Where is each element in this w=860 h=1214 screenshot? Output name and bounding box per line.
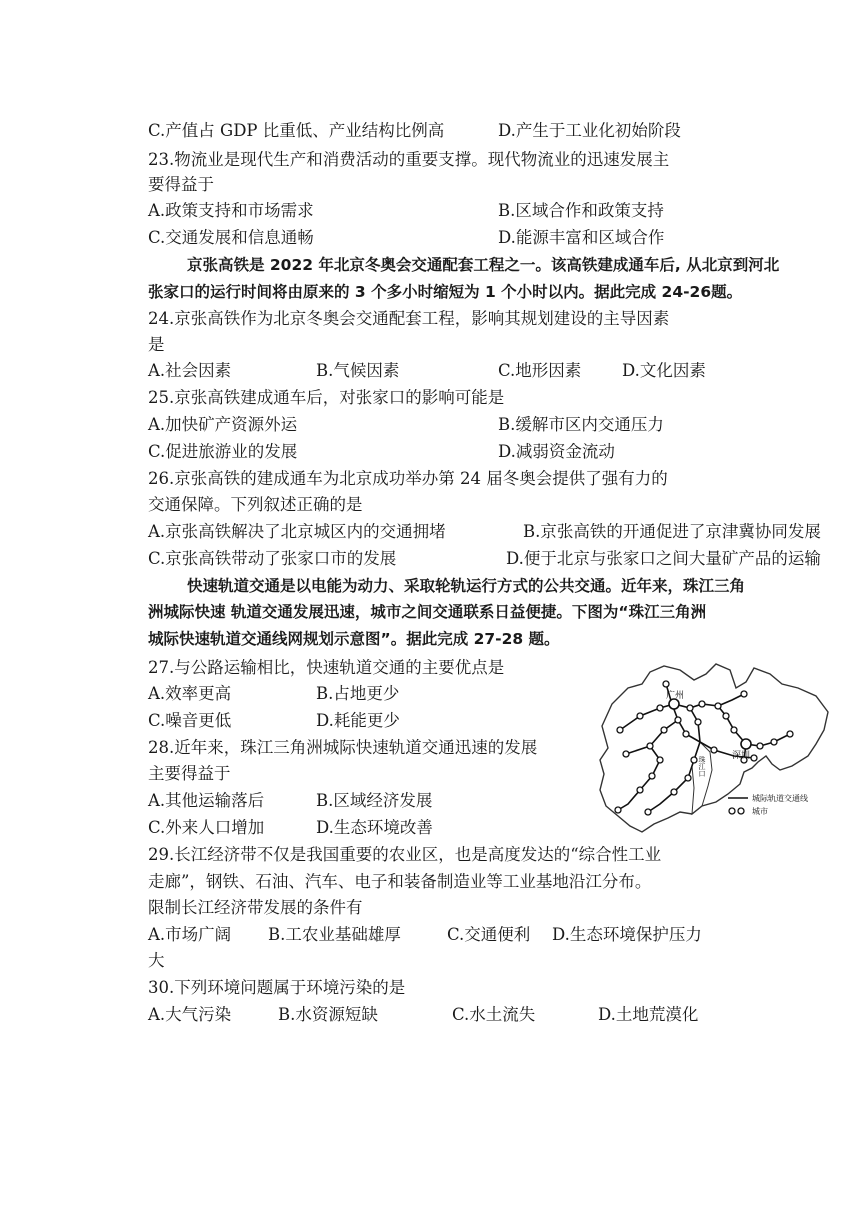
q27-stem: 27.与公路运输相比，快速轨道交通的主要优点是 bbox=[148, 658, 505, 677]
city-label-shenzhen: 深圳 bbox=[732, 751, 751, 761]
q23-option-a: A.政策支持和市场需求 bbox=[148, 201, 314, 220]
q25-option-d: D.减弱资金流动 bbox=[498, 442, 615, 461]
q29-option-b: B.工农业基础雄厚 bbox=[268, 925, 401, 944]
q23-option-c: C.交通发展和信息通畅 bbox=[148, 228, 314, 247]
q29-option-a: A.市场广阔 bbox=[148, 925, 232, 944]
material-2-line-3: 城际快速轨道交通线网规划示意图”。据此完成 27-28 题。 bbox=[148, 630, 560, 648]
q24-option-b: B.气候因素 bbox=[316, 361, 400, 380]
q28-stem-1: 28.近年来，珠江三角洲城际快速轨道交通迅速的发展 bbox=[148, 738, 538, 757]
q27-option-d: D.耗能更少 bbox=[316, 711, 400, 730]
q23-stem-2: 要得益于 bbox=[148, 175, 214, 194]
q29-stem-3: 限制长江经济带发展的条件有 bbox=[148, 898, 363, 917]
q30-option-a: A.大气污染 bbox=[148, 1005, 232, 1024]
q26-stem-1: 26.京张高铁的建成通车为北京成功举办第 24 届冬奥会提供了强有力的 bbox=[148, 469, 668, 488]
label-pearl-river-mouth: 珠江口 bbox=[698, 756, 706, 777]
q27-option-a: A.效率更高 bbox=[148, 684, 232, 703]
material-2-line-2: 洲城际快速 轨道交通发展迅速，城市之间交通联系日益便捷。下图为“珠江三角洲 bbox=[148, 603, 707, 621]
q29-option-d: D.生态环境保护压力 bbox=[552, 925, 702, 944]
q27-option-c: C.噪音更低 bbox=[148, 711, 232, 730]
q26-stem-2: 交通保障。下列叙述正确的是 bbox=[148, 495, 363, 514]
legend-city-symbol-1 bbox=[729, 808, 735, 814]
q23-option-d: D.能源丰富和区域合作 bbox=[498, 228, 665, 247]
q24-option-a: A.社会因素 bbox=[148, 361, 232, 380]
q29-option-d-wrap: 大 bbox=[148, 951, 165, 970]
q23-option-b: B.区域合作和政策支持 bbox=[498, 201, 664, 220]
q27-option-b: B.占地更少 bbox=[316, 684, 400, 703]
q25-option-b: B.缓解市区内交通压力 bbox=[498, 415, 664, 434]
q28-option-d: D.生态环境改善 bbox=[316, 818, 433, 837]
q26-option-b: B.京张高铁的开通促进了京津冀协同发展 bbox=[523, 522, 821, 541]
q25-option-a: A.加快矿产资源外运 bbox=[148, 415, 298, 434]
q24-option-c: C.地形因素 bbox=[498, 361, 582, 380]
q28-stem-2: 主要得益于 bbox=[148, 764, 231, 783]
shenzhen-city-marker bbox=[741, 739, 751, 749]
q23-stem-1: 23.物流业是现代生产和消费活动的重要支撑。现代物流业的迅速发展主 bbox=[148, 150, 670, 169]
q28-option-c: C.外来人口增加 bbox=[148, 818, 265, 837]
q25-stem: 25.京张高铁建成通车后，对张家口的影响可能是 bbox=[148, 388, 505, 407]
q26-option-a: A.京张高铁解决了北京城区内的交通拥堵 bbox=[148, 522, 446, 541]
q29-option-c: C.交通便利 bbox=[447, 925, 531, 944]
q24-stem-1: 24.京张高铁作为北京冬奥会交通配套工程，影响其规划建设的主导因素 bbox=[148, 309, 670, 328]
q30-option-d: D.土地荒漠化 bbox=[598, 1005, 699, 1024]
q30-option-b: B.水资源短缺 bbox=[278, 1005, 378, 1024]
q28-option-b: B.区域经济发展 bbox=[316, 791, 433, 810]
line-22-options-d: D.产生于工业化初始阶段 bbox=[498, 121, 681, 140]
q25-option-c: C.促进旅游业的发展 bbox=[148, 442, 298, 461]
q26-option-d: D.便于北京与张家口之间大量矿产品的运输 bbox=[506, 549, 821, 568]
line-22-options-c: C.产值占 GDP 比重低、产业结构比例高 bbox=[148, 121, 445, 140]
q30-stem: 30.下列环境问题属于环境污染的是 bbox=[148, 978, 406, 997]
legend-city-label: 城市 bbox=[752, 807, 768, 816]
q26-option-c: C.京张高铁带动了张家口市的发展 bbox=[148, 549, 397, 568]
legend-city-symbol-2 bbox=[738, 808, 744, 814]
q30-option-c: C.水土流失 bbox=[452, 1005, 536, 1024]
pearl-river-delta-rail-map bbox=[594, 660, 838, 836]
q29-stem-2: 走廊”，钢铁、石油、汽车、电子和装备制造业等工业基地沿江分布。 bbox=[148, 872, 652, 891]
city-label-guangzhou: 广州 bbox=[666, 691, 685, 701]
material-2-line-1: 快速轨道交通是以电能为动力、采取轮轨运行方式的公共交通。近年来，珠江三角 bbox=[187, 577, 746, 595]
pearl-river-estuary bbox=[692, 742, 712, 814]
material-1-line-2: 张家口的运行时间将由原来的 3 个多小时缩短为 1 个小时以内。据此完成 24-26题。 bbox=[148, 283, 743, 301]
q28-option-a: A.其他运输落后 bbox=[148, 791, 265, 810]
legend-line-label: 城际轨道交通线 bbox=[752, 794, 808, 803]
q24-stem-2: 是 bbox=[148, 335, 165, 354]
q29-stem-1: 29.长江经济带不仅是我国重要的农业区，也是高度发达的“综合性工业 bbox=[148, 845, 662, 864]
q24-option-d: D.文化因素 bbox=[622, 361, 706, 380]
material-1-line-1: 京张高铁是 2022 年北京冬奥会交通配套工程之一。该高铁建成通车后, 从北京到河北 bbox=[187, 256, 780, 274]
